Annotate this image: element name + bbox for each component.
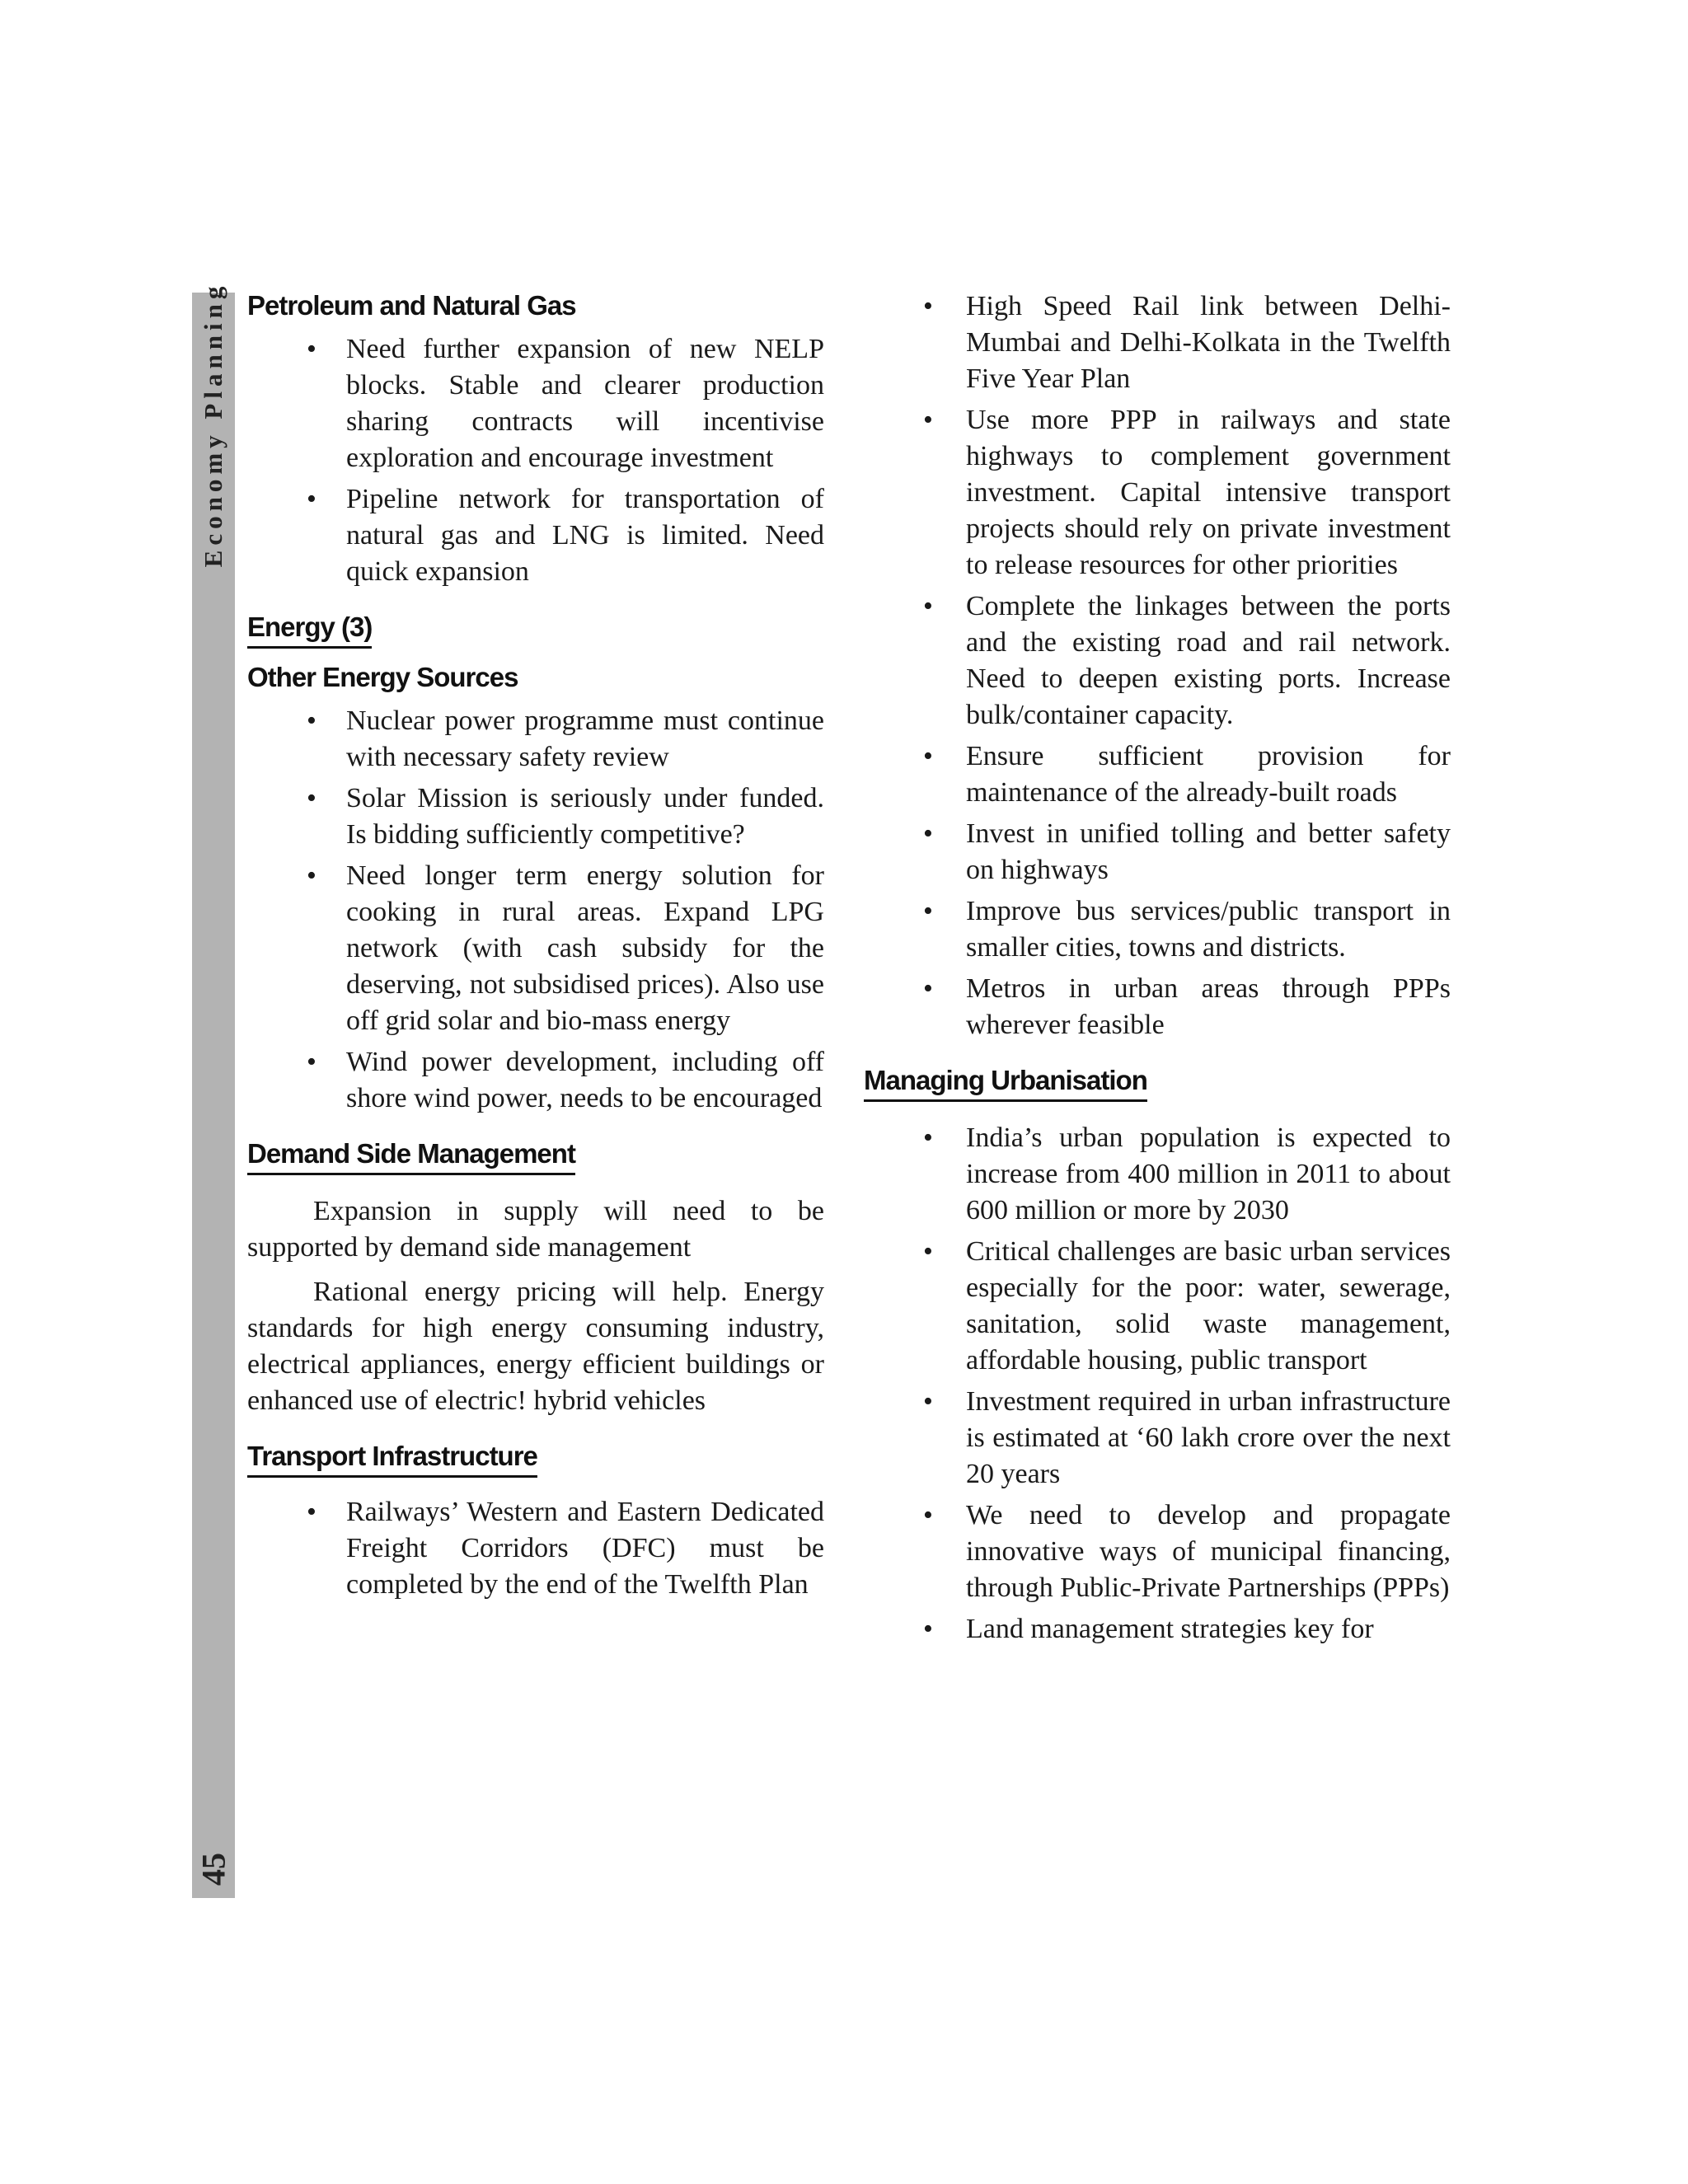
transport-bullets-left xyxy=(247,1494,824,1603)
list-item: • Complete the linkages between the ports and the existing road and rail network. Need to deepen existing ports. Increase bulk/container capacity. xyxy=(864,588,1451,733)
heading-energy: Energy (3) xyxy=(247,610,372,649)
heading-demand-side: Demand Side Management xyxy=(247,1137,575,1175)
right-column xyxy=(864,288,1451,1652)
list-item: • Improve bus services/public transport in smaller cities, towns and districts. xyxy=(864,893,1451,966)
list-item: • High Speed Rail link between Delhi-Mumbai and Delhi-Kolkata in the Twelfth Five Year Plan xyxy=(864,288,1451,397)
running-header-text: Economy Planning xyxy=(199,281,227,568)
list-item: • Critical challenges are basic urban services especially for the poor: water, sewerage, sanitation, solid waste management, affordable housing, public transport xyxy=(864,1234,1451,1379)
demand-paragraph-1: Expansion in supply will need to be supported by demand side management xyxy=(247,1196,824,1263)
other-energy-bullets xyxy=(247,703,824,1117)
list-item: • Land management strategies key for xyxy=(864,1611,1451,1647)
heading-petroleum: Petroleum and Natural Gas xyxy=(247,290,576,321)
list-item: • We need to develop and propagate innovative ways of municipal financing, through Public-Private Partnerships (PPPs) xyxy=(864,1497,1451,1606)
heading-other-energy: Other Energy Sources xyxy=(247,662,518,692)
list-item: • Investment required in urban infrastructure is estimated at ‘60 lakh crore over the next 20 years xyxy=(864,1384,1451,1493)
list-item: • Railways’ Western and Eastern Dedicated Freight Corridors (DFC) must be completed by the end of the Twelfth Plan xyxy=(247,1494,824,1603)
heading-transport: Transport Infrastructure xyxy=(247,1439,537,1478)
list-item: • Metros in urban areas through PPPs wherever feasible xyxy=(864,971,1451,1043)
demand-paragraph-2: Rational energy pricing will help. Energy standards for high energy consuming industry, electrical appliances, energy efficient buildings or enhanced use of electric! hybrid vehicles xyxy=(247,1277,824,1416)
list-item: • Invest in unified tolling and better safety on highways xyxy=(864,816,1451,888)
heading-urbanisation: Managing Urbanisation xyxy=(864,1063,1147,1102)
list-item: • Solar Mission is seriously under funded. Is bidding sufficiently competitive? xyxy=(247,780,824,853)
list-item: • Pipeline network for transportation of natural gas and LNG is limited. Need quick expansion xyxy=(247,481,824,590)
page-number-text: 45 xyxy=(195,1853,232,1886)
list-item: • Ensure sufficient provision for maintenance of the already-built roads xyxy=(864,738,1451,811)
list-item: • Need longer term energy solution for cooking in rural areas. Expand LPG network (with cash subsidy for the deserving, not subsidised prices). Also use off grid solar and bio-mass energy xyxy=(247,858,824,1039)
list-item: • Nuclear power programme must continue with necessary safety review xyxy=(247,703,824,776)
list-item: • Wind power development, including off shore wind power, needs to be encouraged xyxy=(247,1044,824,1117)
transport-bullets-right xyxy=(864,288,1451,1043)
page-number xyxy=(192,1844,235,1894)
list-item: • India’s urban population is expected to increase from 400 million in 2011 to about 600 million or more by 2030 xyxy=(864,1120,1451,1229)
list-item: • Need further expansion of new NELP blocks. Stable and clearer production sharing contracts will incentivise exploration and encourage investment xyxy=(247,331,824,476)
urbanisation-bullets xyxy=(864,1120,1451,1647)
list-item: • Use more PPP in railways and state highways to complement government investment. Capital intensive transport projects should rely on private investment to release resources for other priorities xyxy=(864,402,1451,583)
running-header xyxy=(192,281,235,568)
left-column xyxy=(247,288,824,1608)
petroleum-bullets xyxy=(247,331,824,590)
